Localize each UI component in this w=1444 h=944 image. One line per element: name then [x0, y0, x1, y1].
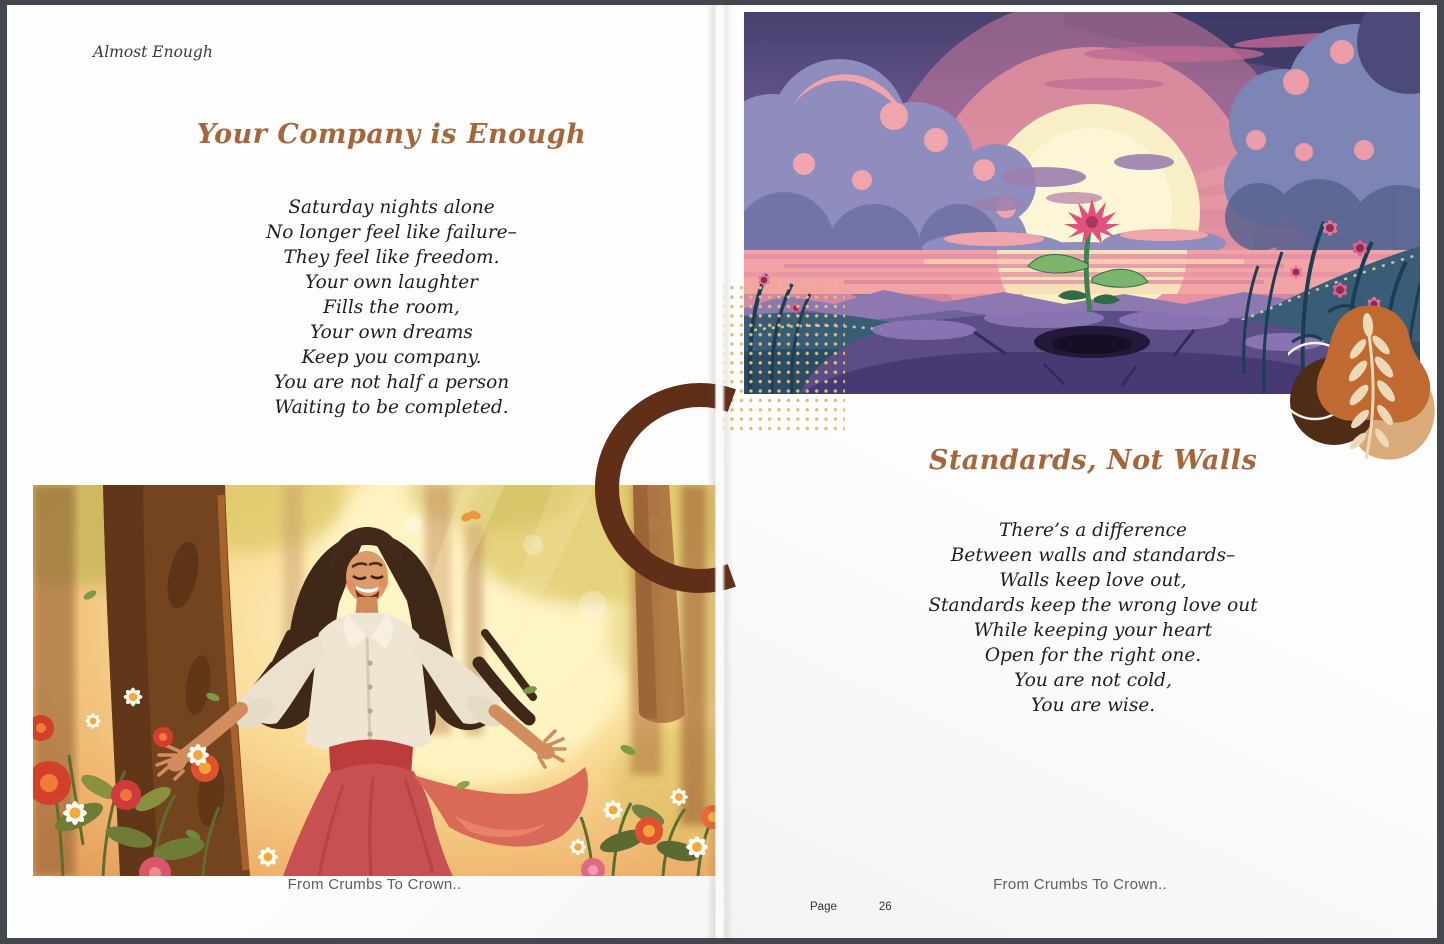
book-spine [707, 5, 733, 938]
right-poem [749, 518, 1437, 718]
right-poem-title: Standards, Not Walls [928, 445, 1258, 476]
brown-ring-decoration [580, 368, 820, 608]
book-spread [7, 5, 1437, 938]
page-number-row [810, 901, 892, 913]
poem-line: Open for the right one. [984, 645, 1202, 666]
page-label: Page [810, 901, 837, 913]
poem-line: While keeping your heart [973, 620, 1213, 641]
poem-line: You are not half a person [273, 372, 510, 393]
running-header: Almost Enough [93, 43, 213, 61]
poem-line: Standards keep the wrong love out [928, 595, 1258, 616]
poem-line: You are wise. [1030, 695, 1156, 716]
left-poem-title: Your Company is Enough [196, 119, 587, 150]
poem-line: You are not cold, [1014, 670, 1172, 691]
poem-line: Waiting to be completed. [274, 397, 509, 418]
page-number: 26 [878, 901, 892, 913]
poem-line: Fills the room, [323, 297, 460, 318]
poem-line: Walls keep love out, [999, 570, 1187, 591]
poem-line: Between walls and standards– [950, 545, 1236, 566]
poem-line: They feel like freedom. [283, 247, 500, 268]
poem-line: Your own laughter [305, 272, 478, 293]
left-page-footer: From Crumbs To Crown.. [287, 876, 462, 893]
poem-line: No longer feel like failure– [266, 222, 517, 243]
poem-line: There’s a difference [999, 520, 1187, 541]
poem-line: Keep you company. [301, 347, 482, 368]
poem-line: Your own dreams [310, 322, 473, 343]
blob-leaf-decoration [1288, 305, 1438, 465]
right-page-footer: From Crumbs To Crown.. [993, 876, 1167, 893]
poem-line: Saturday nights alone [288, 197, 495, 218]
